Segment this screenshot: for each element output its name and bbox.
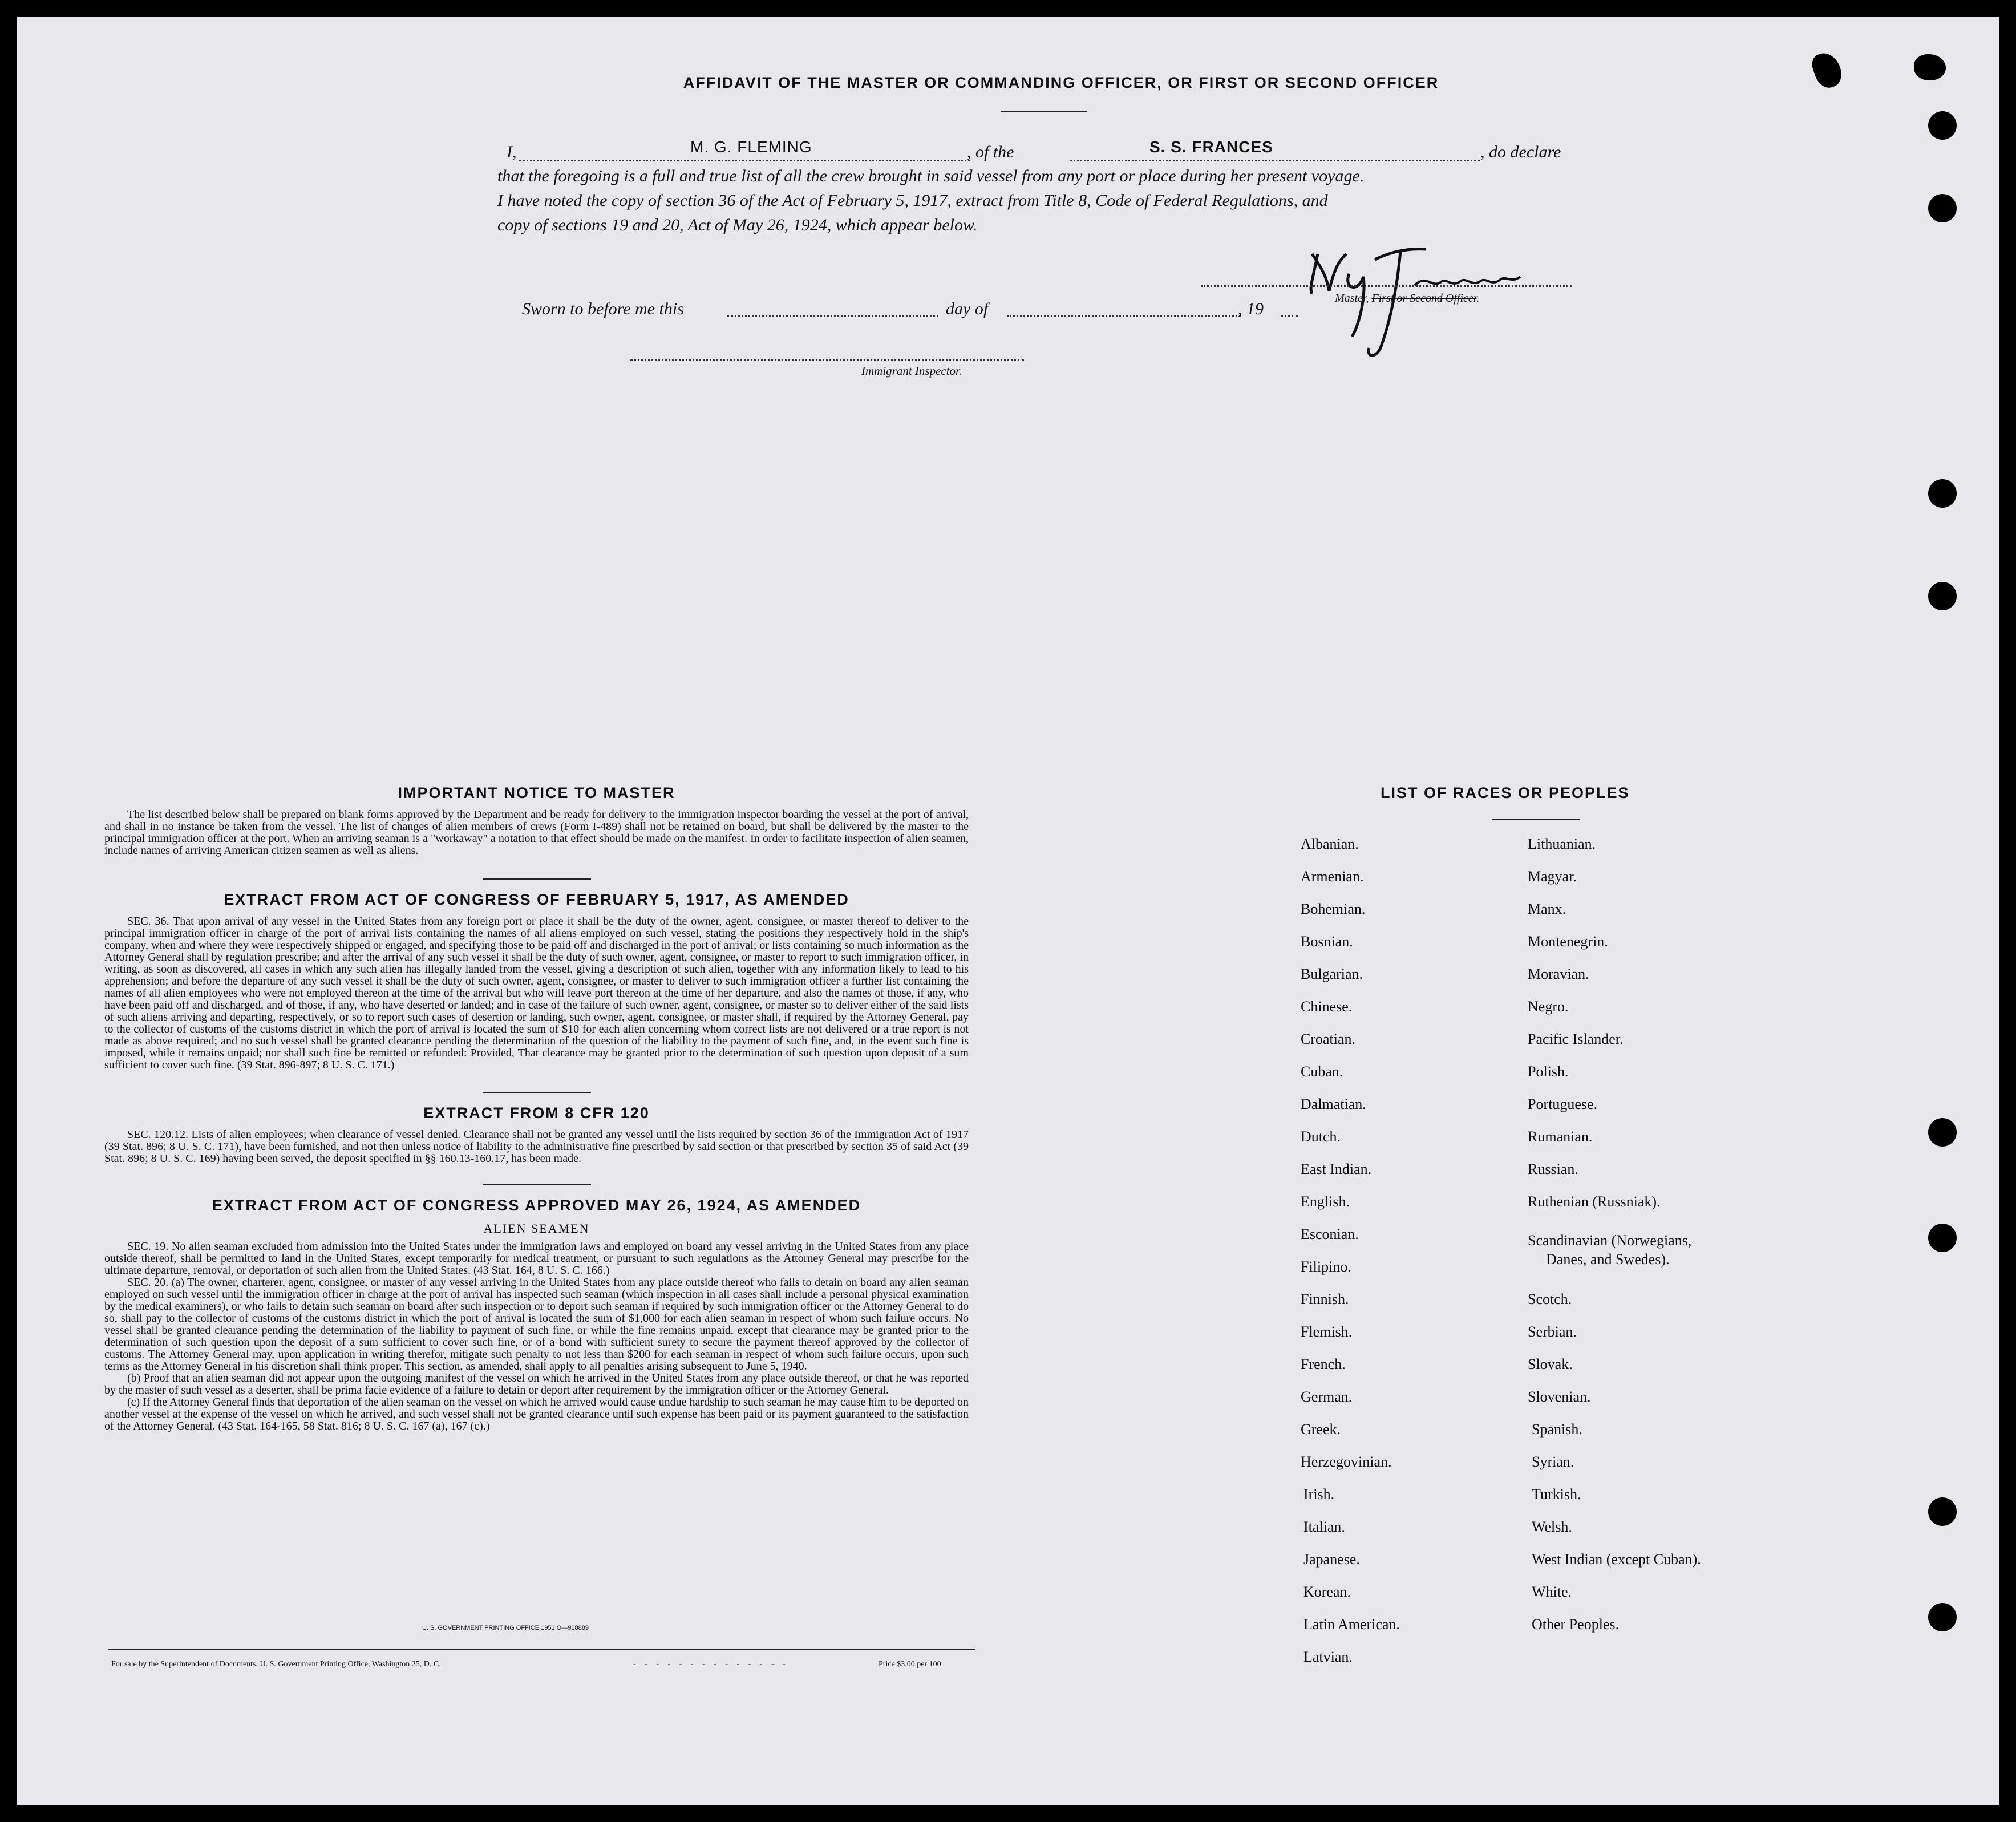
races-divider: [1492, 819, 1580, 820]
document-page: [17, 17, 1999, 1805]
race-item: Scandinavian (Norwegians,: [1528, 1232, 1692, 1249]
do-declare-label: , do declare: [1480, 143, 1561, 161]
punch-hole: [1928, 1118, 1957, 1147]
race-item: Other Peoples.: [1532, 1616, 1620, 1633]
vessel-line: [1070, 160, 1480, 161]
notice-title: IMPORTANT NOTICE TO MASTER: [398, 784, 675, 801]
sale-notice: For sale by the Superintendent of Documents, U. S. Government Printing Office, Washington 25, D. C.: [111, 1660, 441, 1669]
race-item: Polish.: [1528, 1063, 1569, 1080]
year-line: [1281, 315, 1298, 317]
race-item: Korean.: [1303, 1584, 1351, 1600]
declaration-line-3: I have noted the copy of section 36 of the Act of February 5, 1917, extract from Title 8, Code of Federal Regulations, and: [497, 191, 1328, 210]
race-item: Negro.: [1528, 998, 1569, 1015]
race-item: Rumanian.: [1528, 1128, 1593, 1145]
vessel-name: S. S. FRANCES: [1149, 138, 1273, 156]
signature-line: [1201, 285, 1572, 287]
race-item: Danes, and Swedes).: [1546, 1251, 1670, 1268]
gpo-imprint: U. S. GOVERNMENT PRINTING OFFICE 1951 O—918889: [422, 1625, 589, 1631]
race-item: Welsh.: [1532, 1519, 1572, 1535]
race-item: Albanian.: [1301, 836, 1359, 852]
race-item: Portuguese.: [1528, 1096, 1598, 1112]
race-item: Herzegovinian.: [1301, 1453, 1392, 1470]
race-item: West Indian (except Cuban).: [1532, 1551, 1701, 1568]
races-title: LIST OF RACES OR PEOPLES: [1381, 784, 1630, 801]
sec-19-body: SEC. 19. No alien seaman excluded from admission into the United States under the immigration laws and employed on board any vessel arriving in the United States from any place outside thereof, shall be permitted to land in the United States, except temporarily for medical treatment, or pursuant to such regulations as the Attorney General may prescribe for the ultimate departure, removal, or deportation of such alien from the United States. (43 Stat. 164, 8 U. S. C. 166.): [104, 1240, 969, 1277]
declaration-prefix: I,: [507, 143, 517, 161]
race-item: German.: [1301, 1388, 1353, 1405]
race-item: French.: [1301, 1356, 1346, 1372]
sale-dashes: - - - - - - - - - - - - - -: [633, 1660, 789, 1669]
race-item: Flemish.: [1301, 1323, 1353, 1340]
extract-1924-title: EXTRACT FROM ACT OF CONGRESS APPROVED MAY 26, 1924, AS AMENDED: [212, 1197, 861, 1214]
race-item: Slovenian.: [1528, 1388, 1591, 1405]
sworn-label: Sworn to before me this: [522, 299, 684, 318]
master-name: M. G. FLEMING: [690, 138, 812, 156]
price-notice: Price $3.00 per 100: [879, 1660, 941, 1669]
punch-hole: [1928, 582, 1957, 610]
race-item: Magyar.: [1528, 868, 1577, 885]
day-of-label: day of: [946, 299, 989, 318]
race-item: Syrian.: [1532, 1453, 1574, 1470]
punch-hole: [1928, 194, 1957, 222]
footer-rule: [108, 1649, 975, 1650]
race-item: Filipino.: [1301, 1258, 1351, 1275]
signature-caption-master: Master,: [1335, 292, 1369, 305]
declaration-line-4: copy of sections 19 and 20, Act of May 26, 1924, which appear below.: [497, 216, 978, 234]
race-item: Bosnian.: [1301, 933, 1353, 950]
race-item: Serbian.: [1528, 1323, 1577, 1340]
race-item: English.: [1301, 1193, 1350, 1210]
section-divider: [483, 878, 591, 880]
extract-1917-title: EXTRACT FROM ACT OF CONGRESS OF FEBRUARY 5, 1917, AS AMENDED: [224, 891, 849, 908]
of-the-label: , of the: [967, 143, 1014, 161]
race-item: Cuban.: [1301, 1063, 1343, 1080]
race-item: Italian.: [1303, 1519, 1345, 1535]
race-item: Bohemian.: [1301, 901, 1366, 917]
race-item: Finnish.: [1301, 1291, 1349, 1307]
sec-20c-body: (c) If the Attorney General finds that deportation of the alien seaman on the vessel on which he arrived would cause undue hardship to such seaman he may cause him to be deported on another vessel at the expense of the vessel on which he arrived, and such vessel shall not be granted clearance until such expense has been paid or its payment guaranteed to the satisfaction of the Attorney General. (43 Stat. 164-165, 58 Stat. 816; 8 U. S. C. 167 (a), 167 (c).): [104, 1396, 969, 1432]
race-item: East Indian.: [1301, 1161, 1372, 1177]
race-item: Slovak.: [1528, 1356, 1573, 1372]
legal-notices-column: [104, 784, 969, 1432]
race-item: Lithuanian.: [1528, 836, 1596, 852]
race-item: Croatian.: [1301, 1031, 1356, 1047]
race-item: Latvian.: [1303, 1649, 1353, 1665]
notice-body: The list described below shall be prepared on blank forms approved by the Department and be ready for delivery to the immigration inspector boarding the vessel at the port of arrival, and shall in no instance be taken from the vessel. The list of changes of alien members of crews (Form I-489) shall not be retained on board, but shall be delivered by the master to the principal immigration officer at the port. When an arriving seaman is a "workaway" a notation to that effect should be made on the manifest. In order to facilitate inspection of alien seamen, include names of arriving American citizen seamen as well as aliens.: [104, 808, 969, 857]
affidavit-title: AFFIDAVIT OF THE MASTER OR COMMANDING OFFICER, OR FIRST OR SECOND OFFICER: [683, 74, 1439, 91]
signature-caption-struck: First or Second Officer: [1371, 292, 1477, 305]
punch-hole: [1928, 479, 1957, 508]
signature-caption-end: .: [1476, 292, 1480, 305]
punch-hole: [1914, 54, 1946, 80]
race-item: Japanese.: [1303, 1551, 1360, 1568]
handwritten-signature: [1295, 220, 1546, 362]
inspector-line: [630, 359, 1024, 361]
punch-hole: [1928, 1603, 1957, 1631]
extract-1917-body: SEC. 36. That upon arrival of any vessel in the United States from any foreign port or place it shall be the duty of the owner, agent, consignee, or master thereof to deliver to the principal immigration officer in charge of the port of arrival lists containing the names of all aliens employed on such vessel, stating the positions they respectively hold in the ship's company, when and where they were respectively shipped or engaged, and specifying those to be paid off and discharged in the port of arrival; or lists containing so much information as the Attorney General shall by regulation prescribe; and after the arrival of any such vessel it shall be the duty of such owner, agent, consignee, or master to report to such immigration officer, in writing, as soon as discovered, all cases in which any such alien has illegally landed from the vessel, giving a description of such alien, together with any information likely to lead to his apprehension; and before the departure of any such vessel it shall be the duty of such owner, agent, consignee, or master to deliver to such immigration officer a further list containing the names of all alien employees who were not employed thereon at the time of the arrival but who will leave port thereon at the time of her departure, and also the names of those, if any, who have been paid off and discharged, and of those, if any, who have deserted or landed; and in case of the failure of such owner, agent, consignee, or master so to deliver either of the said lists of such aliens arriving and departing, respectively, or so to report such cases of desertion or landing, such owner, agent, consignee, or master shall, if required by the Attorney General, pay to the collector of customs of the customs district in which the port of arrival is located the sum of $10 for each alien concerning whom correct lists are not delivered or a true report is not made as above required; and no such vessel shall be granted clearance pending the determination of the question of the liability to the payment of such fine, and, in the event such fine is imposed, while it remains unpaid; nor shall such fine be remitted or refunded: Provided, That clearance may be granted prior to the determination of such question upon deposit of a sum sufficient to cover such fine. (39 Stat. 896-897; 8 U. S. C. 171.): [104, 915, 969, 1071]
race-item: White.: [1532, 1584, 1572, 1600]
race-item: Armenian.: [1301, 868, 1364, 885]
section-divider: [483, 1184, 591, 1185]
race-item: Dutch.: [1301, 1128, 1341, 1145]
punch-hole: [1928, 1224, 1957, 1252]
declaration-line-2: that the foregoing is a full and true list of all the crew brought in said vessel from any port or place during her present voyage.: [497, 167, 1365, 185]
race-item: Esconian.: [1301, 1226, 1359, 1242]
race-item: Moravian.: [1528, 966, 1589, 982]
race-item: Spanish.: [1532, 1421, 1582, 1438]
sec-20a-body: SEC. 20. (a) The owner, charterer, agent, consignee, or master of any vessel arriving in the United States from any place outside thereof who fails to detain on board any alien seaman employed on such vessel until the immigration officer in charge at the port of arrival has inspected such seaman (which inspection in all cases shall include a personal physical examination by the medical examiners), or who fails to detain such seaman on board after such inspection or to deport such seaman if required by such immigration officer or the Attorney General to do so, shall pay to the collector of customs of the customs district in which the port of arrival is located the sum of $1,000 for each alien seaman in respect of whom such failure occurs. No vessel shall be granted clearance pending the determination of the liability to payment of such fine, or while the fine remains unpaid, except that clearance may be granted prior to the determination of such question upon the deposit of a sum sufficient to cover such fine, or of a bond with sufficient surety to secure the payment thereof approved by the collector of customs. The Attorney General may, upon application in writing therefor, mitigate such penalty to not less than $200 for each seaman in respect of whom such failure occurs, upon such terms as the Attorney General in his discretion shall think proper. This section, as amended, shall apply to all penalties arising subsequent to June 5, 1940.: [104, 1276, 969, 1372]
cfr-body: SEC. 120.12. Lists of alien employees; when clearance of vessel denied. Clearance shall not be granted any vessel until the lists required by section 36 of the Immigration Act of 1917 (39 Stat. 896; 8 U. S. C. 171), have been furnished, and not then unless notice of liability to the administrative fine prescribed by said section or that prescribed by section 35 of said Act (39 Stat. 896; 8 U. S. C. 169) having been served, the deposit specified in §§ 160.13-160.17, has been made.: [104, 1128, 969, 1165]
sworn-day-line: [727, 315, 938, 317]
punch-hole: [1928, 111, 1957, 140]
cfr-title: EXTRACT FROM 8 CFR 120: [423, 1104, 650, 1121]
race-item: Manx.: [1528, 901, 1566, 917]
race-item: Montenegrin.: [1528, 933, 1608, 950]
race-item: Scotch.: [1528, 1291, 1572, 1307]
section-divider: [483, 1092, 591, 1093]
race-item: Dalmatian.: [1301, 1096, 1366, 1112]
signature-caption: [1335, 292, 1479, 305]
sec-20b-body: (b) Proof that an alien seaman did not appear upon the outgoing manifest of the vessel on which he arrived in the United States from any place outside thereof, or that he was reported by the master of such vessel as a deserter, shall be prima facie evidence of a failure to detain or deport after requirement by the immigration officer or the Attorney General.: [104, 1372, 969, 1396]
punch-hole: [1928, 1497, 1957, 1526]
title-divider: [1001, 111, 1087, 112]
year-prefix: , 19: [1238, 299, 1264, 318]
race-item: Greek.: [1301, 1421, 1341, 1438]
race-item: Ruthenian (Russniak).: [1528, 1193, 1661, 1210]
race-item: Irish.: [1303, 1486, 1335, 1503]
name-line: [519, 160, 970, 161]
race-item: Pacific Islander.: [1528, 1031, 1624, 1047]
race-item: Bulgarian.: [1301, 966, 1363, 982]
race-item: Chinese.: [1301, 998, 1353, 1015]
extract-1924-subtitle: ALIEN SEAMEN: [483, 1221, 590, 1236]
race-item: Latin American.: [1303, 1616, 1400, 1633]
race-item: Russian.: [1528, 1161, 1578, 1177]
race-item: Turkish.: [1532, 1486, 1581, 1503]
inspector-caption: Immigrant Inspector.: [861, 364, 962, 378]
sworn-month-line: [1007, 315, 1241, 317]
